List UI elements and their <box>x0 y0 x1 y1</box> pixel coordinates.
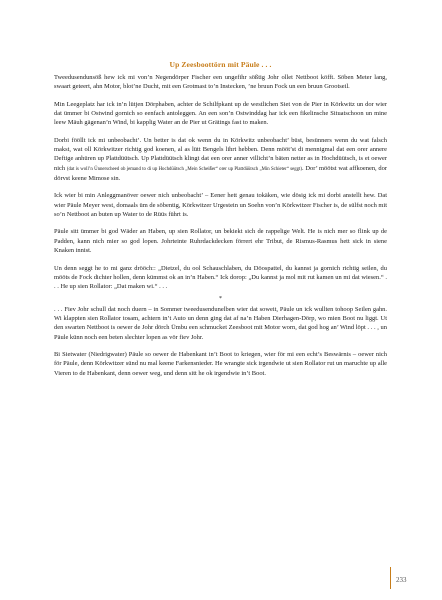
section-separator: * <box>219 295 222 302</box>
page-number-rule <box>390 567 391 589</box>
chapter-title: Up Zeesboottörn mit Päule . . . <box>169 60 272 69</box>
paragraph: Min Leegeplatz har ick in’n lütjen Dörphaben, achter de Schilfpkant up de westlichen Siet von de Pier in Körkwitz un dor wier dat ümmer bi Ostwind gornich so eenfach antoleggen. An een son’n Ostwinddag har ick een fikelinsche Situatschoon un mine leew Mäuh gägenan’n Wind, bi kapplig Water an de Pier ut Grätings fast to maken. <box>54 100 387 127</box>
paragraph: Un denn seggt he to mi ganz drööch:: „Dietzel, du ool Schauschlaben, du Döospattel, du kannst ja gornich richtig seilen, du mööts de Fock dichter hollen, denn kümmst ok an in’n Haben.“ Ick dorop: „Du kannst ja mol mit rut kamen un mi dat wiesen.“ . . . He up sien Rollator: „Dat maken wi.“ . . . <box>54 264 387 291</box>
paragraph: . . . Fiev Johr schull dat noch duern – in Sommer tweedusendunelben wier dat soweit, Päule un ick wullten tohoop Seilen gahn. Wi klappten sien Rollator tosam, achtern in’t Auto un denn ging dat af na’n Haben Dierhagen-Dörp, wo mien Boot nu liggt. Ut den swarten Nettboot is oewer de Johr dörch Ümbu een schmucket Zeesboot mit Motor worn, dat god hog an’ Wind löpt . . . , un Päule künn noch een beten slechter lopen as vör fiev Johr. <box>54 305 387 341</box>
paragraph: Bi Sietwater (Niedrigwater) Päule so oewer de Habenkant in’t Boot to kriegen, wier för mi een echt’s Beswärnis – oewer nich för Päule, denn Körkwitzer sünd nu mal keene Farkensnieder. He wrangte sick irgendwie ut sien Rollator rut un maruchte up alle Vieren to de Habenkant, denn oewer weg, und denn sitt he ok irgendwie in’t Boot. <box>54 350 387 377</box>
paragraph: Ick wier bi min Anleggmanöver oewer nich unbeobacht’ – Eener hett genau tokäken, wie dösig ick mi dorbi anstellt hew. Dat wier Päule Meyer west, domaals üm de söbentig, Körkwitzer Urgestein un Soehn von’n Körkwitzer Fischer is, de sülfst noch mit so’n Nettboot an buten up Water to de Rüüs führt is. <box>54 192 387 219</box>
paragraph: Päule sitt ümmer bi god Wäder an Haben, up sien Rollator, un bekiekt sich de rappelige Welt. He is nich mer so flink up de Padden, kann nich mier so god lopen. Johrteinte Ruhrdackdecken förrert ehr Tribut, de Rismus-Rasmus hett sick in siene Knaken innist. <box>54 228 387 255</box>
paragraph: Dorbi fööllt ick mi unbeobacht’. Un better is dat ok wenn du in Körkwitz unbeobacht’ büst, besünners wenn du wat falsch makst, wat oll Körkwitzer richtig god koenen, al as lütt Bengels lihrt hebben. Denn mööt’st di mennigmal dat een orer annere Deftige anhüren up Plattdüütsch. Up Plattdüütsch klingt dat een orer anner villicht’n bäten netter as in Hochdüütsch, is et oewer nich (dat is woll’n Ünnerscheed ob jemand to di up Hochdüütsch „Mein Scheißer“ orer up Plattdüütsch „Min Schieter“ seggt). Dor’ möötst wat affkoenen, dor dörvst keene Mimose sin. <box>54 136 388 183</box>
page-number: 233 <box>396 576 407 584</box>
paragraph: Tweedusendunsöß hew ick mi von’n Negendörper Fischer een ungefihr sößtig Johr ollet Nettboot köfft. Söben Meter lang, swaart geteert, ahn Motor, blot’ne Ducht, mit een Grotmast to’n Instecken, ’ne bruun Fock un een bruun Grootseil. <box>54 74 387 91</box>
text-column <box>54 60 387 386</box>
parenthetical-note: (dat is woll’n Ünnerscheed ob jemand to di up Hochdüütsch „Mein Scheißer“ orer up Plattdüütsch „Min Schieter“ seggt) <box>66 166 302 172</box>
